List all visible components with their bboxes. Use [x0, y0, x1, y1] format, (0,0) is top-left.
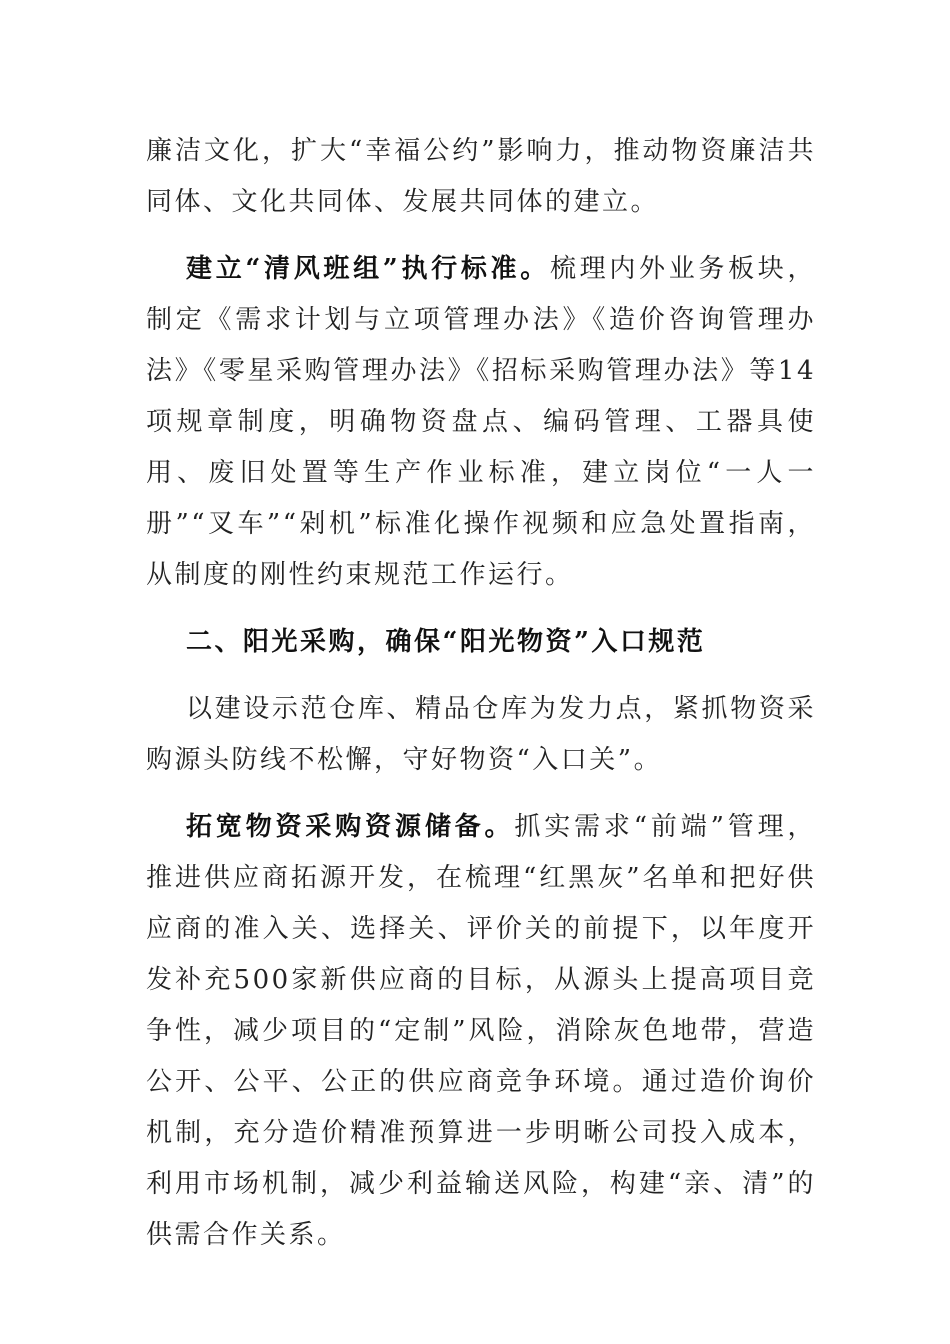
paragraph-supplier-reserve	[146, 802, 816, 1261]
paragraph-clean-team-standard	[146, 244, 816, 601]
paragraph-lead-title: 拓宽物资采购资源储备。	[186, 812, 515, 842]
section-heading-text: 二、阳光采购，确保“阳光物资”入口规范	[186, 627, 706, 657]
paragraph-text: 以建设示范仓库、精品仓库为发力点，紧抓物资采购源头防线不松懈，守好物资“入口关”。	[146, 694, 816, 775]
paragraph-text: 抓实需求“前端”管理，推进供应商拓源开发，在梳理“红黑灰”名单和把好供应商的准入关、选择关、评价关的前提下，以年度开发补充500家新供应商的目标，从源头上提高项目竞争性，减少项目的“定制”风险，消除灰色地带，营造公开、公平、公正的供应商竞争环境。通过造价询价机制，充分造价精准预算进一步明晰公司投入成本，利用市场机制，减少利益输送风险，构建“亲、清”的供需合作关系。	[146, 812, 816, 1250]
paragraph-text: 廉洁文化，扩大“幸福公约”影响力，推动物资廉洁共同体、文化共同体、发展共同体的建立。	[146, 136, 816, 217]
section-heading-sunshine-procurement	[146, 617, 816, 668]
paragraph-text: 梳理内外业务板块，制定《需求计划与立项管理办法》《造价咨询管理办法》《零星采购管理办法》《招标采购管理办法》等14项规章制度，明确物资盘点、编码管理、工器具使用、废旧处置等生产作业标准，建立岗位“一人一册”“叉车”“剁机”标准化操作视频和应急处置指南，从制度的刚性约束规范工作运行。	[146, 254, 816, 590]
document-body	[146, 126, 816, 1277]
paragraph-continuation	[146, 126, 816, 228]
paragraph-section-intro	[146, 684, 816, 786]
paragraph-lead-title: 建立“清风班组”执行标准。	[186, 254, 550, 284]
